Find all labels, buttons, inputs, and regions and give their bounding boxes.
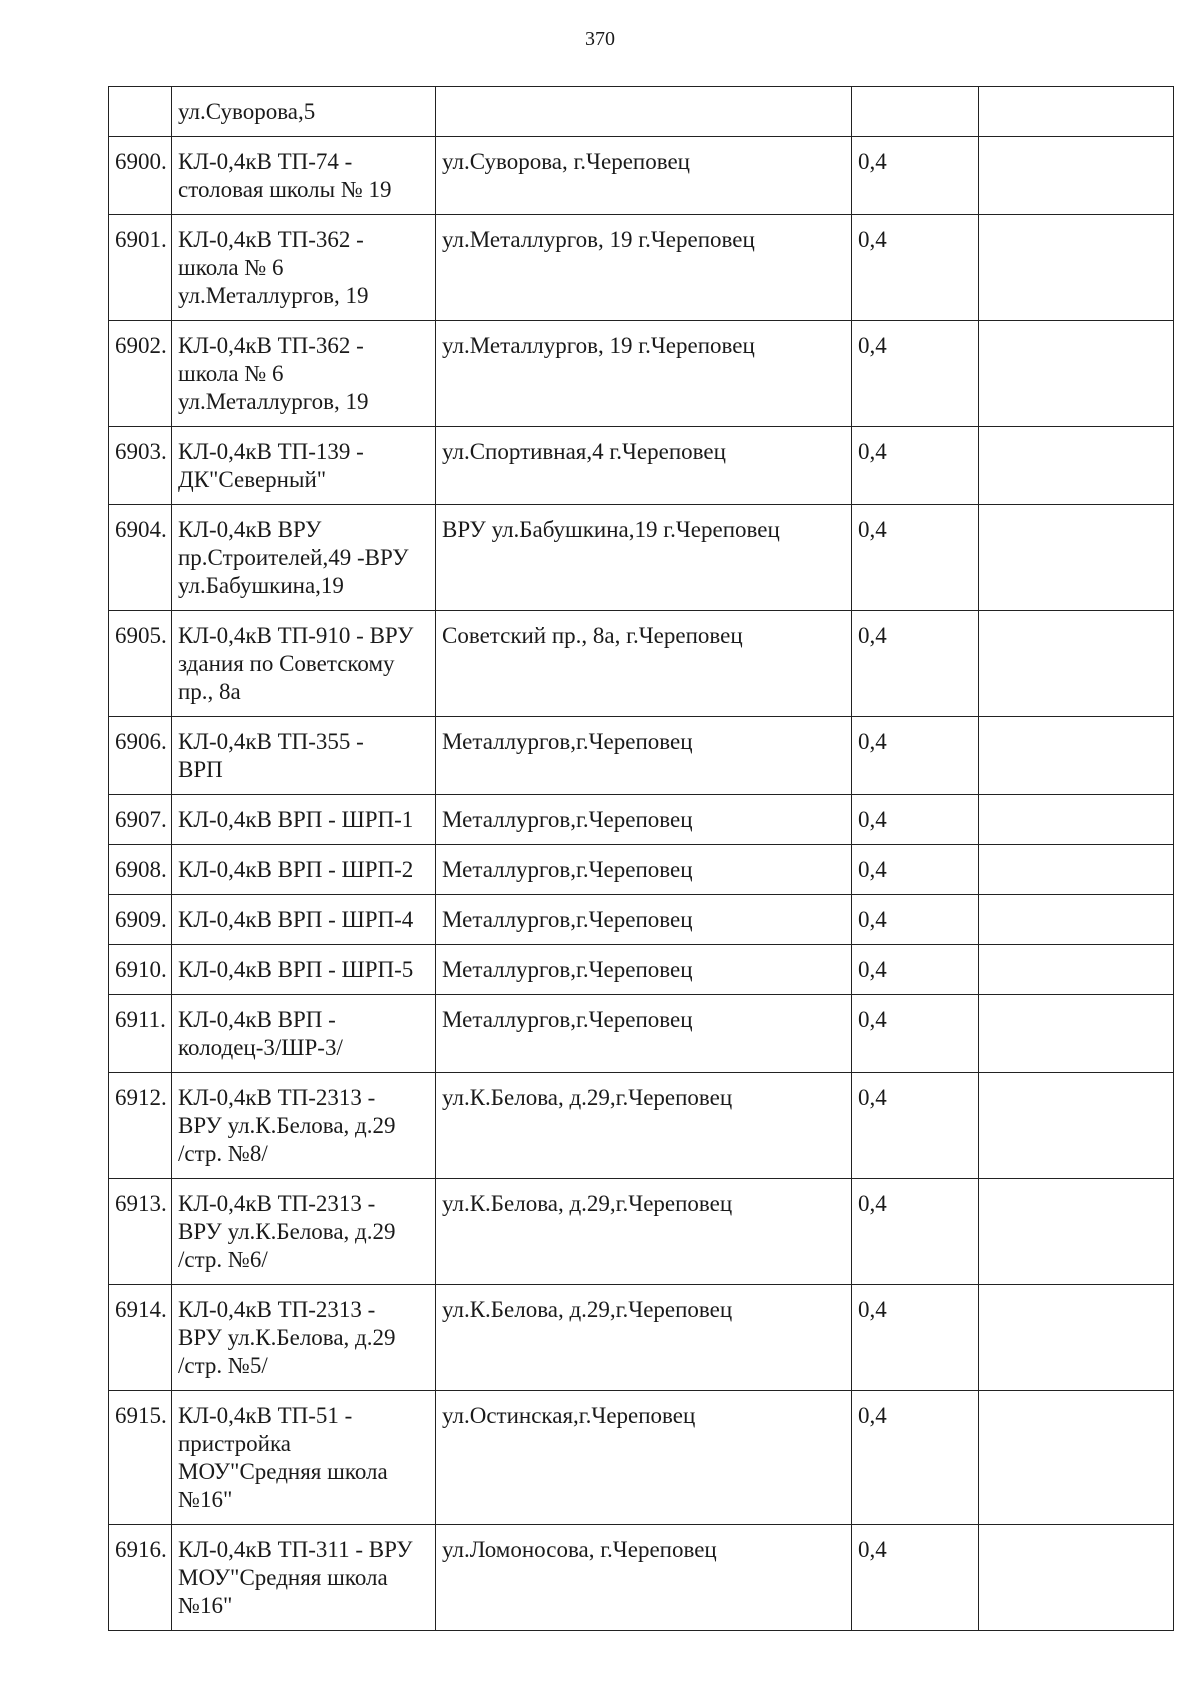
table-row: [109, 215, 1174, 321]
line-name-cell: ул.Суворова,5: [172, 87, 436, 137]
voltage-cell: 0,4: [852, 611, 979, 717]
extra-cell: [979, 795, 1174, 845]
address-cell: ул.К.Белова, д.29,г.Череповец: [436, 1179, 852, 1285]
address-cell: Металлургов,г.Череповец: [436, 995, 852, 1073]
voltage-cell: 0,4: [852, 321, 979, 427]
address-cell: ул.Ломоносова, г.Череповец: [436, 1525, 852, 1631]
line-name-cell: КЛ-0,4кВ ТП-2313 - ВРУ ул.К.Белова, д.29 /стр. №5/: [172, 1285, 436, 1391]
address-cell: ул.Металлургов, 19 г.Череповец: [436, 215, 852, 321]
extra-cell: [979, 1525, 1174, 1631]
row-number-cell: 6903.: [109, 427, 172, 505]
extra-cell: [979, 895, 1174, 945]
line-name-cell: КЛ-0,4кВ ТП-2313 - ВРУ ул.К.Белова, д.29 /стр. №6/: [172, 1179, 436, 1285]
voltage-cell: 0,4: [852, 137, 979, 215]
table-row: [109, 321, 1174, 427]
address-cell: ул.К.Белова, д.29,г.Череповец: [436, 1073, 852, 1179]
row-number-cell: 6915.: [109, 1391, 172, 1525]
row-number-cell: 6904.: [109, 505, 172, 611]
voltage-cell: 0,4: [852, 1525, 979, 1631]
extra-cell: [979, 1073, 1174, 1179]
address-cell: [436, 87, 852, 137]
extra-cell: [979, 505, 1174, 611]
table-row: [109, 945, 1174, 995]
line-name-cell: КЛ-0,4кВ ВРП - колодец-3/ШР-3/: [172, 995, 436, 1073]
line-name-cell: КЛ-0,4кВ ТП-362 - школа № 6 ул.Металлургов, 19: [172, 321, 436, 427]
table-row: [109, 717, 1174, 795]
row-number-cell: 6914.: [109, 1285, 172, 1391]
voltage-cell: 0,4: [852, 1391, 979, 1525]
address-cell: Металлургов,г.Череповец: [436, 945, 852, 995]
row-number-cell: 6909.: [109, 895, 172, 945]
address-cell: Металлургов,г.Череповец: [436, 895, 852, 945]
extra-cell: [979, 427, 1174, 505]
line-name-cell: КЛ-0,4кВ ТП-311 - ВРУ МОУ"Средняя школа №16": [172, 1525, 436, 1631]
line-name-cell: КЛ-0,4кВ ТП-910 - ВРУ здания по Советскому пр., 8а: [172, 611, 436, 717]
row-number-cell: [109, 87, 172, 137]
row-number-cell: 6907.: [109, 795, 172, 845]
line-name-cell: КЛ-0,4кВ ВРП - ШРП-1: [172, 795, 436, 845]
extra-cell: [979, 1391, 1174, 1525]
address-cell: ул.Металлургов, 19 г.Череповец: [436, 321, 852, 427]
extra-cell: [979, 215, 1174, 321]
address-cell: Металлургов,г.Череповец: [436, 845, 852, 895]
line-name-cell: КЛ-0,4кВ ТП-362 - школа № 6 ул.Металлургов, 19: [172, 215, 436, 321]
voltage-cell: 0,4: [852, 505, 979, 611]
line-name-cell: КЛ-0,4кВ ВРП - ШРП-4: [172, 895, 436, 945]
line-name-cell: КЛ-0,4кВ ТП-74 - столовая школы № 19: [172, 137, 436, 215]
voltage-cell: 0,4: [852, 795, 979, 845]
extra-cell: [979, 945, 1174, 995]
extra-cell: [979, 611, 1174, 717]
table-row: [109, 895, 1174, 945]
table-row: [109, 427, 1174, 505]
line-name-cell: КЛ-0,4кВ ВРУ пр.Строителей,49 -ВРУ ул.Бабушкина,19: [172, 505, 436, 611]
address-cell: Советский пр., 8а, г.Череповец: [436, 611, 852, 717]
table-row: [109, 845, 1174, 895]
address-cell: ул.Остинская,г.Череповец: [436, 1391, 852, 1525]
table-row: [109, 87, 1174, 137]
address-cell: ул.Суворова, г.Череповец: [436, 137, 852, 215]
table-row: [109, 1179, 1174, 1285]
table-body: [109, 87, 1174, 1631]
row-number-cell: 6902.: [109, 321, 172, 427]
cable-lines-table: [108, 86, 1174, 1631]
table-row: [109, 137, 1174, 215]
voltage-cell: 0,4: [852, 1285, 979, 1391]
voltage-cell: [852, 87, 979, 137]
row-number-cell: 6910.: [109, 945, 172, 995]
address-cell: Металлургов,г.Череповец: [436, 717, 852, 795]
extra-cell: [979, 845, 1174, 895]
extra-cell: [979, 1285, 1174, 1391]
voltage-cell: 0,4: [852, 945, 979, 995]
row-number-cell: 6916.: [109, 1525, 172, 1631]
table-row: [109, 995, 1174, 1073]
page-number: 370: [585, 28, 615, 50]
voltage-cell: 0,4: [852, 1073, 979, 1179]
line-name-cell: КЛ-0,4кВ ТП-51 - пристройка МОУ"Средняя школа №16": [172, 1391, 436, 1525]
row-number-cell: 6911.: [109, 995, 172, 1073]
voltage-cell: 0,4: [852, 427, 979, 505]
voltage-cell: 0,4: [852, 995, 979, 1073]
row-number-cell: 6900.: [109, 137, 172, 215]
line-name-cell: КЛ-0,4кВ ТП-355 - ВРП: [172, 717, 436, 795]
table-row: [109, 1391, 1174, 1525]
table-row: [109, 611, 1174, 717]
row-number-cell: 6913.: [109, 1179, 172, 1285]
voltage-cell: 0,4: [852, 845, 979, 895]
extra-cell: [979, 137, 1174, 215]
voltage-cell: 0,4: [852, 895, 979, 945]
table-row: [109, 1285, 1174, 1391]
table-row: [109, 1525, 1174, 1631]
address-cell: Металлургов,г.Череповец: [436, 795, 852, 845]
voltage-cell: 0,4: [852, 215, 979, 321]
voltage-cell: 0,4: [852, 717, 979, 795]
row-number-cell: 6901.: [109, 215, 172, 321]
row-number-cell: 6906.: [109, 717, 172, 795]
row-number-cell: 6905.: [109, 611, 172, 717]
row-number-cell: 6912.: [109, 1073, 172, 1179]
voltage-cell: 0,4: [852, 1179, 979, 1285]
extra-cell: [979, 1179, 1174, 1285]
extra-cell: [979, 717, 1174, 795]
table-row: [109, 505, 1174, 611]
extra-cell: [979, 87, 1174, 137]
table-row: [109, 1073, 1174, 1179]
line-name-cell: КЛ-0,4кВ ТП-2313 - ВРУ ул.К.Белова, д.29 /стр. №8/: [172, 1073, 436, 1179]
table-row: [109, 795, 1174, 845]
extra-cell: [979, 321, 1174, 427]
address-cell: ВРУ ул.Бабушкина,19 г.Череповец: [436, 505, 852, 611]
address-cell: ул.Спортивная,4 г.Череповец: [436, 427, 852, 505]
row-number-cell: 6908.: [109, 845, 172, 895]
line-name-cell: КЛ-0,4кВ ВРП - ШРП-2: [172, 845, 436, 895]
extra-cell: [979, 995, 1174, 1073]
address-cell: ул.К.Белова, д.29,г.Череповец: [436, 1285, 852, 1391]
line-name-cell: КЛ-0,4кВ ТП-139 - ДК"Северный": [172, 427, 436, 505]
line-name-cell: КЛ-0,4кВ ВРП - ШРП-5: [172, 945, 436, 995]
